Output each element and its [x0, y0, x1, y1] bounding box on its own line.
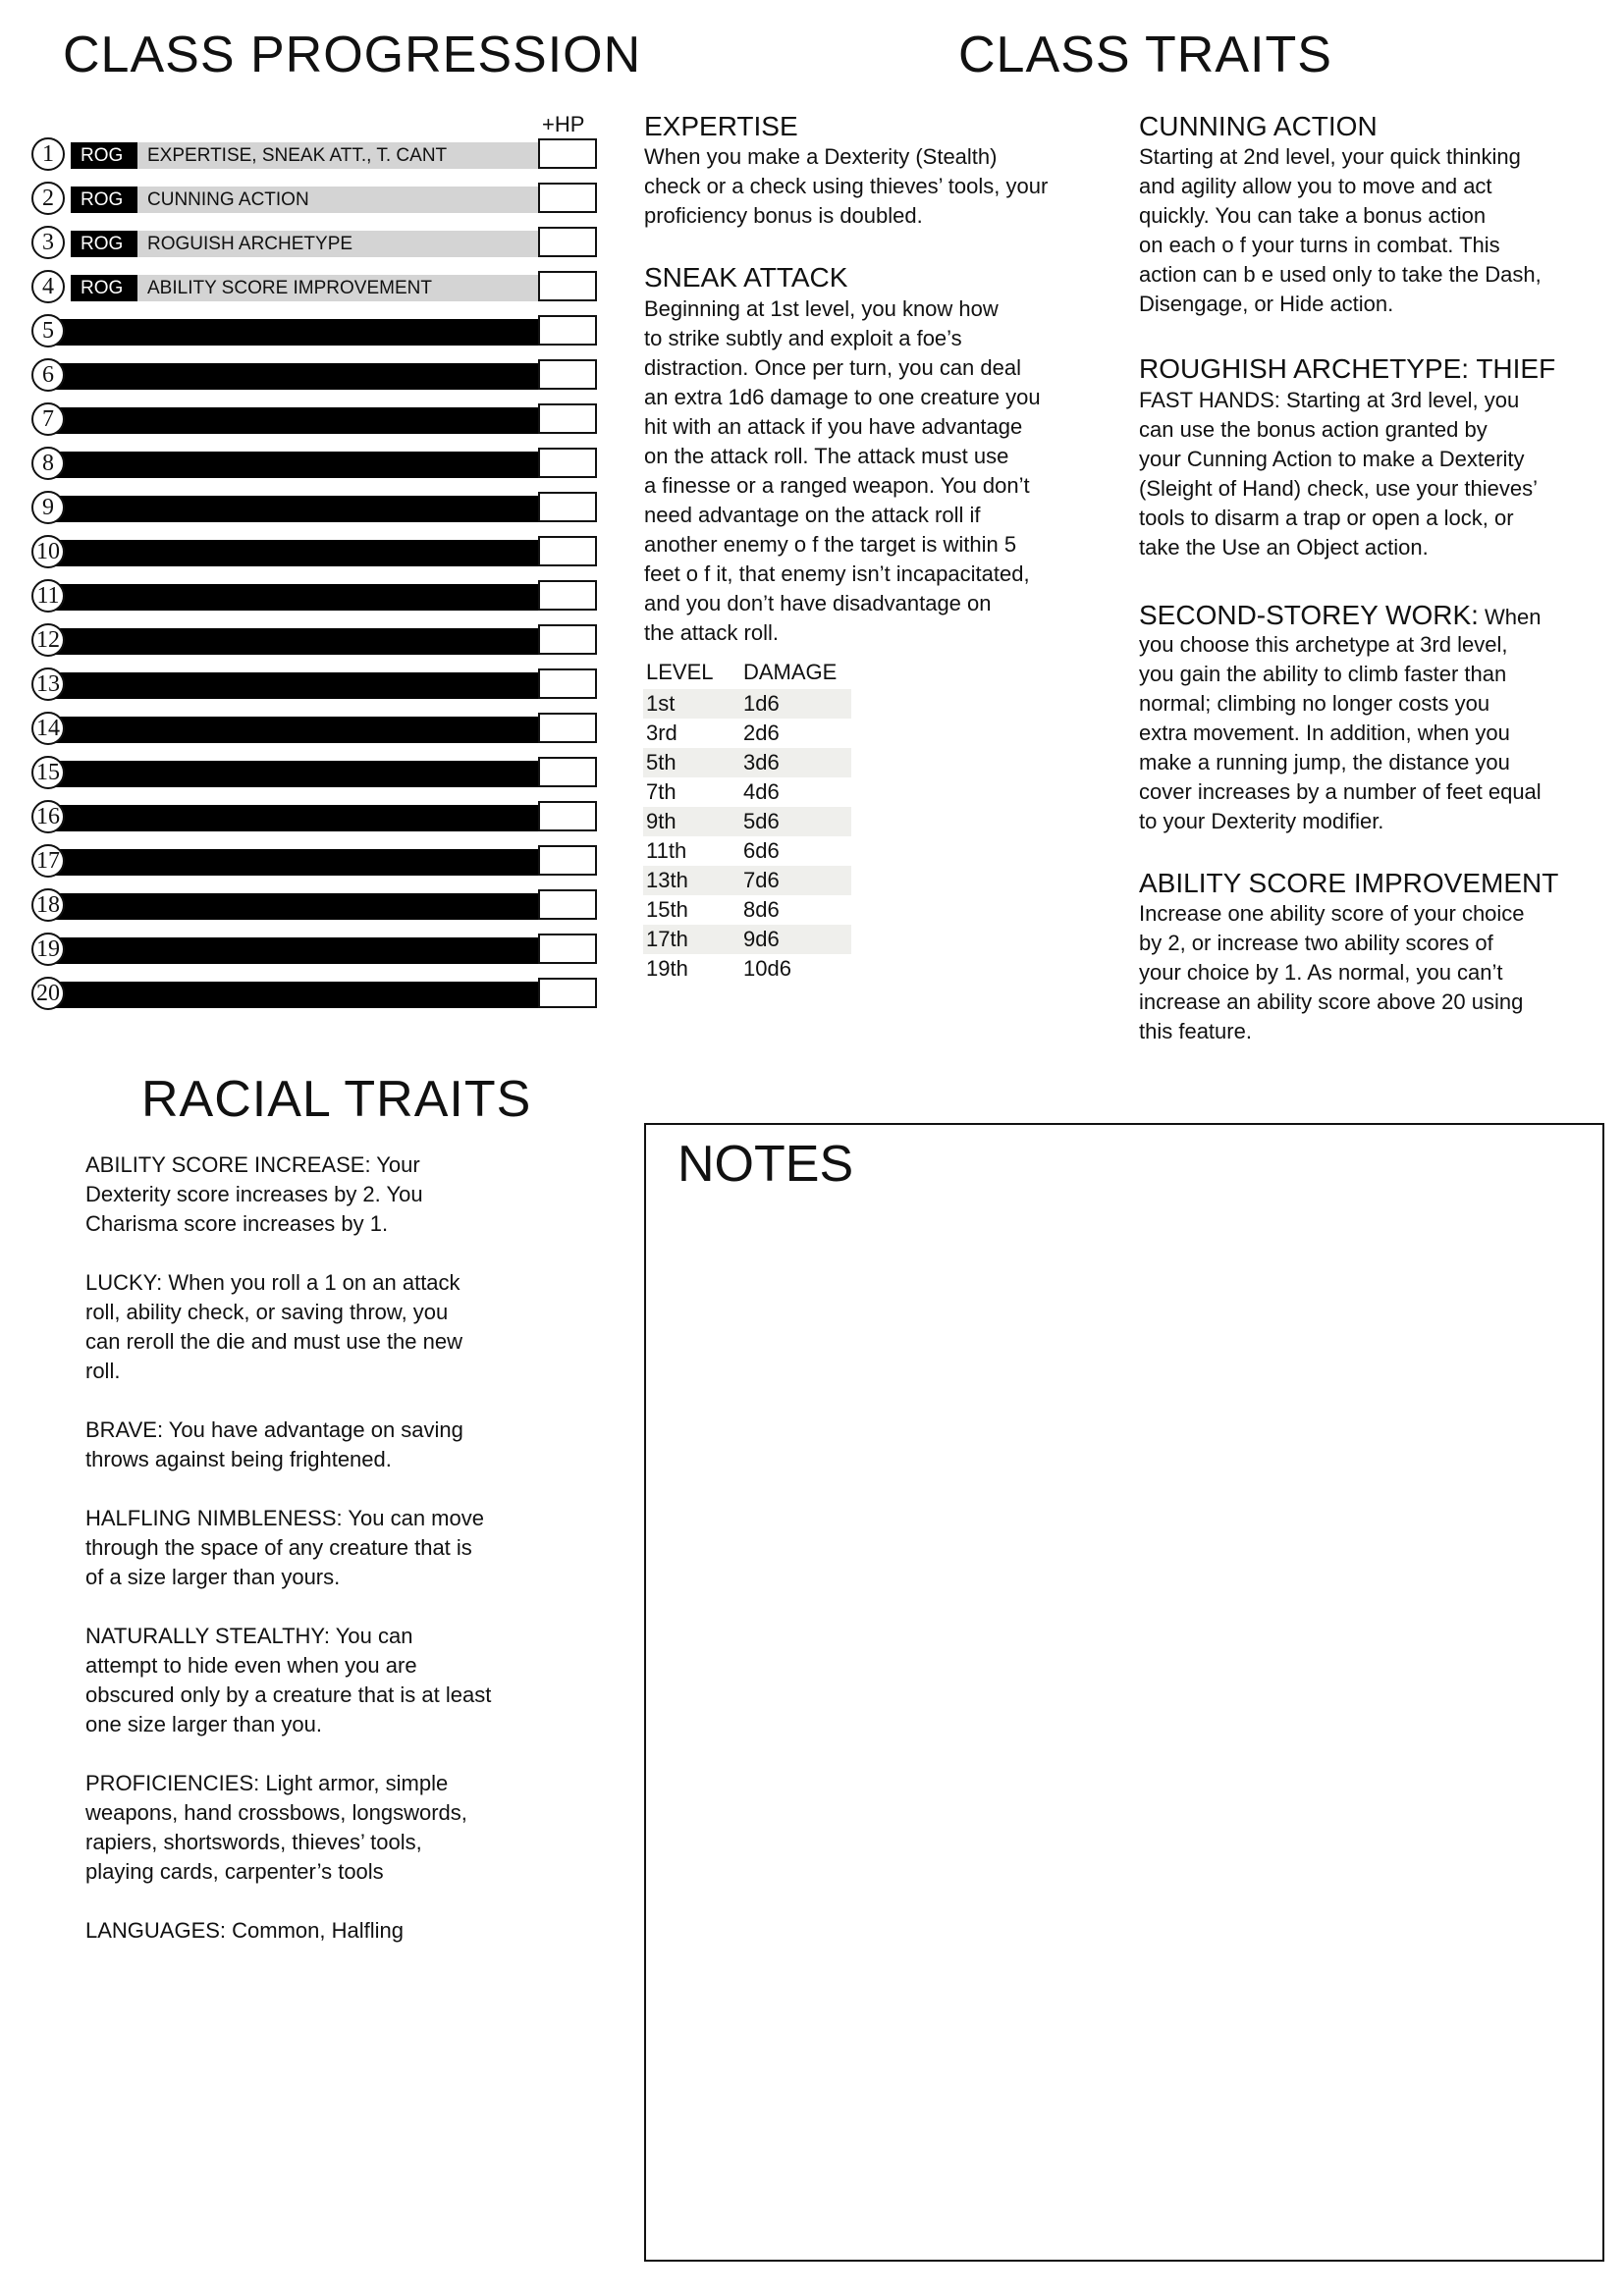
- progression-empty-bar: [48, 628, 572, 655]
- hp-input-box[interactable]: [538, 668, 597, 699]
- progression-row-11: [31, 579, 597, 613]
- hp-input-box[interactable]: [538, 271, 597, 301]
- second-storey-title: SECOND-STOREY WORK:: [1139, 600, 1479, 630]
- hp-column-label: +HP: [542, 112, 585, 136]
- hp-input-box[interactable]: [538, 580, 597, 611]
- progression-row-16: [31, 800, 597, 833]
- progression-level-number: 20: [31, 977, 65, 1010]
- hp-input-box[interactable]: [538, 624, 597, 655]
- damage-row-value: 10d6: [743, 956, 791, 981]
- progression-feature: ROGUISH ARCHETYPE: [137, 231, 572, 257]
- damage-row-value: 7d6: [743, 868, 780, 892]
- hp-input-box[interactable]: [538, 315, 597, 346]
- hp-input-box[interactable]: [538, 978, 597, 1008]
- progression-empty-bar: [48, 540, 572, 566]
- progression-class: ROG: [71, 142, 169, 169]
- racial-brave: BRAVE: You have advantage on saving throws against being frightened.: [85, 1417, 463, 1471]
- damage-row-level: 7th: [646, 779, 677, 804]
- progression-level-number: 8: [31, 447, 65, 480]
- progression-feature: CUNNING ACTION: [137, 187, 572, 213]
- progression-level-number: 14: [31, 712, 65, 745]
- progression-row-7: [31, 402, 597, 436]
- expertise-text: When you make a Dexterity (Stealth) check or a check using thieves’ tools, your proficiency bonus is doubled.: [644, 144, 1049, 228]
- progression-level-number: 15: [31, 756, 65, 789]
- progression-row-13: [31, 667, 597, 701]
- progression-row-9: [31, 491, 597, 524]
- hp-input-box[interactable]: [538, 138, 597, 169]
- damage-row: [643, 719, 851, 748]
- damage-row-value: 5d6: [743, 809, 780, 833]
- progression-empty-bar: [48, 584, 572, 611]
- damage-row-value: 4d6: [743, 779, 780, 804]
- damage-row: [643, 925, 851, 954]
- progression-empty-bar: [48, 761, 572, 787]
- damage-row: [643, 836, 851, 866]
- damage-row: [643, 689, 851, 719]
- hp-input-box[interactable]: [538, 227, 597, 257]
- damage-col-damage: DAMAGE: [743, 660, 838, 684]
- progression-row-18: [31, 888, 597, 922]
- cunning-action-text: Starting at 2nd level, your quick thinking and agility allow you to move and act quickly. You can take a bonus action on each o f your turns in combat. This action can b e used only to take the Dash, Disengage, or Hide action.: [1139, 144, 1542, 316]
- second-storey-heading: [1139, 600, 1542, 631]
- progression-row-20: [31, 977, 597, 1010]
- progression-level-number: 5: [31, 314, 65, 347]
- damage-row: [643, 807, 851, 836]
- hp-input-box[interactable]: [538, 889, 597, 920]
- progression-row-19: [31, 933, 597, 966]
- damage-row-value: 9d6: [743, 927, 780, 951]
- hp-input-box[interactable]: [538, 359, 597, 390]
- progression-level-number: 16: [31, 800, 65, 833]
- damage-row: [643, 748, 851, 777]
- progression-row-12: [31, 623, 597, 657]
- damage-row-value: 2d6: [743, 721, 780, 745]
- progression-row-1: [31, 137, 597, 171]
- progression-row-15: [31, 756, 597, 789]
- second-storey-lead: When: [1478, 605, 1542, 629]
- progression-row-17: [31, 844, 597, 878]
- progression-empty-bar: [48, 717, 572, 743]
- notes-box[interactable]: [644, 1123, 1604, 2262]
- damage-row-level: 19th: [646, 956, 688, 981]
- damage-row-value: 8d6: [743, 897, 780, 922]
- class-traits-title: CLASS TRAITS: [958, 27, 1332, 83]
- racial-lucky: LUCKY: When you roll a 1 on an attack roll, ability check, or saving throw, you can reroll the die and must use the new roll.: [85, 1270, 463, 1383]
- progression-empty-bar: [48, 805, 572, 831]
- progression-level-number: 2: [31, 182, 65, 215]
- progression-level-number: 6: [31, 358, 65, 392]
- damage-row-level: 5th: [646, 750, 677, 774]
- damage-row-level: 9th: [646, 809, 677, 833]
- archetype-title: ROUGHISH ARCHETYPE: THIEF: [1139, 353, 1556, 384]
- second-storey-text: you choose this archetype at 3rd level, you gain the ability to climb faster than normal; climbing no longer costs you extra movement. In addition, when you make a running jump, the distance you cover increases by a number of feet equal to your Dexterity modifier.: [1139, 632, 1542, 833]
- hp-input-box[interactable]: [538, 492, 597, 522]
- hp-input-box[interactable]: [538, 536, 597, 566]
- progression-empty-bar: [48, 496, 572, 522]
- progression-level-number: 19: [31, 933, 65, 966]
- damage-row-level: 1st: [646, 691, 676, 716]
- progression-empty-bar: [48, 363, 572, 390]
- damage-col-level: LEVEL: [646, 660, 714, 684]
- progression-level-number: 17: [31, 844, 65, 878]
- damage-row-level: 11th: [646, 838, 687, 863]
- progression-row-8: [31, 447, 597, 480]
- progression-level-number: 9: [31, 491, 65, 524]
- progression-empty-bar: [48, 672, 572, 699]
- hp-input-box[interactable]: [538, 845, 597, 876]
- damage-row-level: 17th: [646, 927, 688, 951]
- progression-row-5: [31, 314, 597, 347]
- progression-level-number: 4: [31, 270, 65, 303]
- damage-row-value: 6d6: [743, 838, 780, 863]
- progression-row-10: [31, 535, 597, 568]
- progression-level-number: 7: [31, 402, 65, 436]
- class-progression-title: CLASS PROGRESSION: [63, 27, 642, 83]
- racial-naturally-stealthy: NATURALLY STEALTHY: You can attempt to hide even when you are obscured only by a creature that is at least one size larger than you.: [85, 1624, 492, 1736]
- racial-traits-title: RACIAL TRAITS: [141, 1071, 532, 1128]
- hp-input-box[interactable]: [538, 801, 597, 831]
- racial-proficiencies: PROFICIENCIES: Light armor, simple weapons, hand crossbows, longswords, rapiers, shortswords, thieves’ tools, playing cards, carpenter’s tools: [85, 1771, 467, 1884]
- sneak-attack-text: Beginning at 1st level, you know how to strike subtly and exploit a foe’s distraction. Once per turn, you can deal an extra 1d6 damage to one creature you hit with an attack if you have advantage on the attack roll. The attack must use a finesse or a ranged weapon. You don’t need advantage on the attack roll if another enemy o f the target is within 5 feet o f it, that enemy isn’t incapacitated, and you don’t have disadvantage on the attack roll.: [644, 296, 1041, 645]
- damage-row: [643, 866, 851, 895]
- progression-row-4: [31, 270, 597, 303]
- progression-feature: EXPERTISE, SNEAK ATT., T. CANT: [137, 142, 572, 169]
- progression-level-number: 12: [31, 623, 65, 657]
- progression-level-number: 3: [31, 226, 65, 259]
- progression-empty-bar: [48, 849, 572, 876]
- progression-row-3: [31, 226, 597, 259]
- sneak-attack-title: SNEAK ATTACK: [644, 262, 848, 293]
- asi-text: Increase one ability score of your choice by 2, or increase two ability scores of your choice by 1. As normal, you can’t increase an ability score above 20 using this feature.: [1139, 901, 1525, 1043]
- archetype-text: FAST HANDS: Starting at 3rd level, you can use the bonus action granted by your Cunning Action to make a Dexterity (Sleight of Hand) check, use your thieves’ tools to disarm a trap or open a lock, or take the Use an Object action.: [1139, 388, 1538, 560]
- hp-input-box[interactable]: [538, 934, 597, 964]
- damage-row-value: 3d6: [743, 750, 780, 774]
- hp-input-box[interactable]: [538, 183, 597, 213]
- damage-row: [643, 954, 851, 984]
- progression-empty-bar: [48, 893, 572, 920]
- damage-row: [643, 895, 851, 925]
- progression-empty-bar: [48, 452, 572, 478]
- progression-class: ROG: [71, 231, 169, 257]
- progression-class: ROG: [71, 275, 169, 301]
- progression-level-number: 18: [31, 888, 65, 922]
- racial-halfling-nimbleness: HALFLING NIMBLENESS: You can move through the space of any creature that is of a size larger than yours.: [85, 1506, 484, 1589]
- progression-class: ROG: [71, 187, 169, 213]
- notes-title: NOTES: [677, 1136, 854, 1193]
- progression-row-6: [31, 358, 597, 392]
- damage-row-level: 3rd: [646, 721, 677, 745]
- damage-row-value: 1d6: [743, 691, 780, 716]
- progression-level-number: 10: [31, 535, 65, 568]
- progression-empty-bar: [48, 937, 572, 964]
- cunning-action-title: CUNNING ACTION: [1139, 111, 1378, 141]
- racial-ability-score-increase: ABILITY SCORE INCREASE: Your Dexterity score increases by 2. You Charisma score increases by 1.: [85, 1152, 423, 1236]
- progression-empty-bar: [48, 982, 572, 1008]
- progression-empty-bar: [48, 319, 572, 346]
- hp-input-box[interactable]: [538, 757, 597, 787]
- damage-row-level: 13th: [646, 868, 688, 892]
- progression-row-2: [31, 182, 597, 215]
- progression-level-number: 13: [31, 667, 65, 701]
- progression-level-number: 1: [31, 137, 65, 171]
- hp-input-box[interactable]: [538, 448, 597, 478]
- progression-level-number: 11: [31, 579, 65, 613]
- asi-title: ABILITY SCORE IMPROVEMENT: [1139, 868, 1559, 898]
- progression-empty-bar: [48, 407, 572, 434]
- hp-input-box[interactable]: [538, 403, 597, 434]
- expertise-title: EXPERTISE: [644, 111, 798, 141]
- progression-feature: ABILITY SCORE IMPROVEMENT: [137, 275, 572, 301]
- damage-row-level: 15th: [646, 897, 688, 922]
- hp-input-box[interactable]: [538, 713, 597, 743]
- racial-languages: LANGUAGES: Common, Halfling: [85, 1918, 404, 1943]
- progression-row-14: [31, 712, 597, 745]
- damage-row: [643, 777, 851, 807]
